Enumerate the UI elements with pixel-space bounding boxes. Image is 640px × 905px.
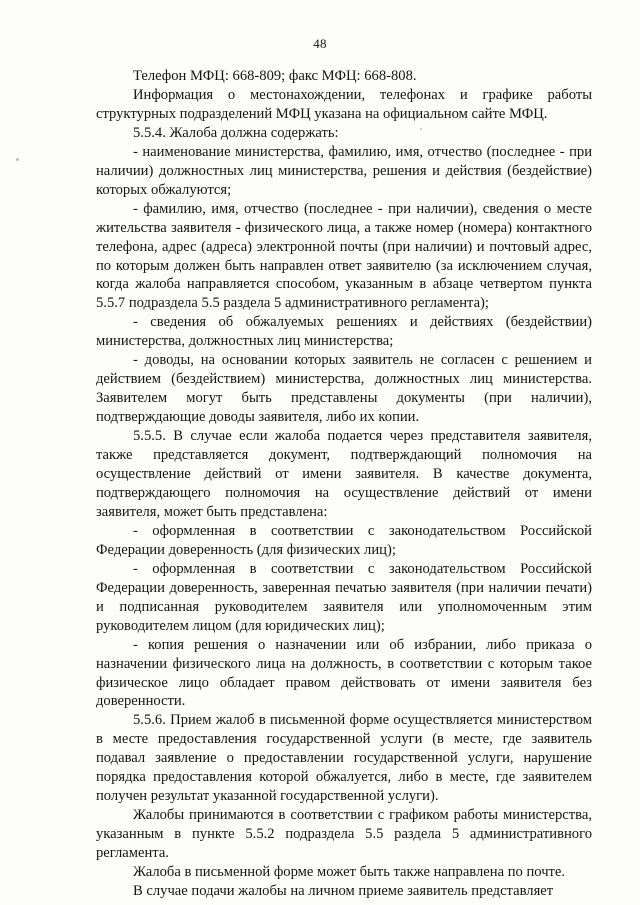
list-item-appealed-decisions: - сведения об обжалуемых решениях и действиях (бездействии) министерства, должностных лиц министерства; [96,314,592,350]
paragraph-5-5-6: 5.5.6. Прием жалоб в письменной форме осуществляется министерством в месте предоставления государственной услуги (в месте, где заявитель подавал заявление о предоставлении государственной услуги, нарушение порядка предоставления которой обжалуется, либо в месте, где заявителем получен результат указанной государственной услуги). [96,712,592,805]
paragraph-schedule: Жалобы принимаются в соответствии с графиком работы министерства, указанным в пункте 5.5.2 подраздела 5.5 раздела 5 административного регламента. [96,807,592,862]
document-body [96,67,592,901]
paragraph-mfc-phone: Телефон МФЦ: 668-809; факс МФЦ: 668-808. [133,68,417,84]
list-item-ministry-name: - наименование министерства, фамилию, имя, отчество (последнее - при наличии) должностных лиц министерства, решения и действия (бездействие) которых обжалуются; [96,143,592,198]
list-item-power-of-attorney-legal-entities: - оформленная в соответствии с законодательством Российской Федерации доверенность, заверенная печатью заявителя (при наличии печати) и подписанная руководителем заявителя или уполномоченным этим руководителем лицом (для юридических лиц); [96,560,592,634]
paragraph-5-5-4-heading: 5.5.4. Жалоба должна содержать: [133,124,339,141]
list-item-power-of-attorney-individuals: - оформленная в соответствии с законодательством Российской Федерации доверенность (для физических лиц); [96,522,592,558]
paragraph-5-5-5: 5.5.5. В случае если жалоба подается через представителя заявителя, также представляется документ, подтверждающий полномочия на осуществление действий от имени заявителя. В качестве документа, подтверждающего полномочия на осуществление действий от имени заявителя, может быть представлена: [96,428,592,520]
paragraph-by-mail: Жалоба в письменной форме может быть также направлена по почте. [133,864,566,881]
scan-speck [16,158,19,161]
list-item-appointment-copy: - копия решения о назначении или об избрании, либо приказа о назначении физического лица на должность, в соответствии с которым такое физическое лицо обладает правом действовать от имени заявителя без доверенности. [96,636,592,710]
paragraph-personal-reception: В случае подачи жалобы на личном приеме заявитель представляет [133,882,554,899]
page-number: 48 [313,36,327,51]
paragraph-mfc-info: Информация о местонахождении, телефонах и графике работы структурных подразделений МФЦ указана на официальном сайте МФЦ. [96,86,592,122]
list-item-arguments: - доводы, на основании которых заявитель не согласен с решением и действием (бездействием) министерства, должностных лиц министерства. Заявителем могут быть представлены документы (при наличии), подтверждающие доводы заявителя, либо их копии. [96,352,592,426]
list-item-applicant-details: - фамилию, имя, отчество (последнее - при наличии), сведения о месте жительства заявителя - физического лица, а также номер (номера) контактного телефона, адрес (адреса) электронной почты (при наличии) и почтовый адрес, по которым должен быть направлен ответ заявителю (за исключением случая, когда жалоба направляется способом, указанным в абзаце четвертом пункта 5.5.7 подраздела 5.5 раздела 5 административного регламента); [96,200,592,312]
